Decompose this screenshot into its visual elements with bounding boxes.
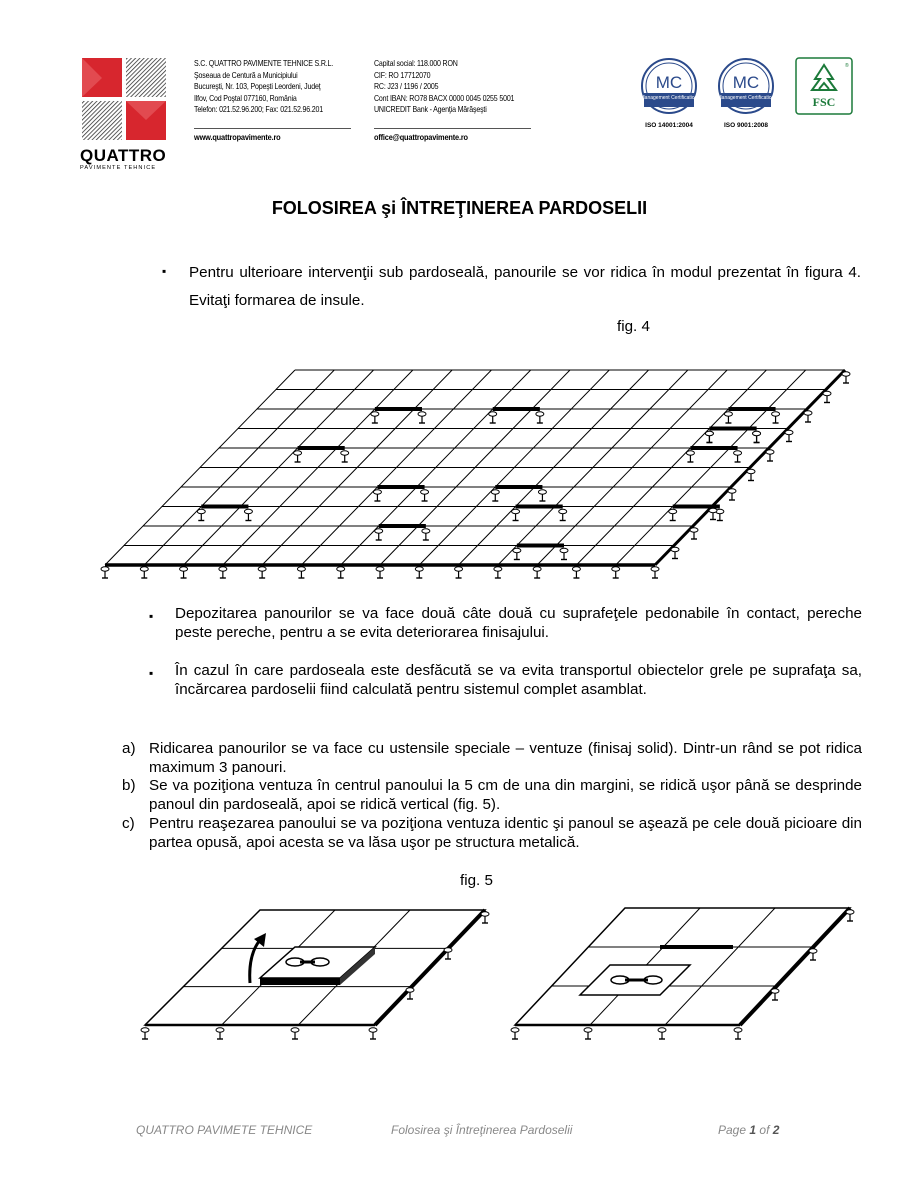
pedestal-head-icon — [747, 469, 755, 473]
pedestal-head-icon — [455, 567, 463, 571]
bullet-text: Depozitarea panourilor se va face două câte două cu suprafeţele pedonabile în contact, pereche peste pereche, pentru a se evita deteriorarea finisajului. — [175, 605, 862, 641]
legal-line: Cont IBAN: RO78 BACX 0000 0045 0255 5001 — [374, 93, 515, 103]
pedestal-head-icon — [533, 567, 541, 571]
pedestal-head-icon — [538, 490, 546, 494]
pedestal-head-icon — [101, 567, 109, 571]
figure-4-floor-diagram — [95, 362, 855, 588]
mc-certification-icon — [638, 57, 700, 117]
step-text: Se va poziţiona ventuza în centrul panoului la 5 cm de una din margini, se ridică uşor până se desprinde panoul din pardoseală, apoi se ridică vertical (fig. 5). — [149, 777, 862, 813]
pedestal-head-icon — [444, 948, 452, 952]
pedestal-head-icon — [823, 391, 831, 395]
pedestal-head-icon — [671, 547, 679, 551]
fsc-registered: ® — [845, 63, 849, 69]
legal-line: RC: J23 / 1196 / 2005 — [374, 82, 439, 92]
pedestal-head-icon — [376, 567, 384, 571]
pedestal-head-icon — [686, 451, 694, 455]
pedestal-head-icon — [258, 567, 266, 571]
figure-5-label: fig. 5 — [460, 872, 493, 889]
pedestal-head-icon — [418, 412, 426, 416]
pedestal-head-icon — [291, 1028, 299, 1032]
step-marker: c) — [122, 815, 135, 832]
email-link[interactable]: office@quattropavimente.ro — [374, 132, 468, 142]
pedestal-head-icon — [705, 431, 713, 435]
step-text: Ridicarea panourilor se va face cu ustensile speciale – ventuze (finisaj solid). Dintr-un rând se pot ridica maximum 3 panouri. — [149, 740, 862, 776]
step-marker: b) — [122, 777, 136, 794]
pedestal-head-icon — [658, 1028, 666, 1032]
figure-5-lift-panel-diagram — [130, 905, 490, 1065]
figure-4-label: fig. 4 — [617, 318, 650, 335]
company-logo — [80, 58, 168, 170]
company-line: Ilfov, Cod Poştal 077160, România — [194, 93, 297, 103]
pedestal-head-icon — [371, 412, 379, 416]
pedestal-head-icon — [690, 528, 698, 532]
footer-company: QUATTRO PAVIMETE TEHNICE — [136, 1123, 313, 1137]
cert-mark: MC — [732, 73, 760, 92]
cert-mark: MC — [655, 73, 683, 92]
cert-label: ISO 14001:2004 — [645, 122, 693, 129]
pedestal-head-icon — [140, 567, 148, 571]
iso-9001-badge — [715, 57, 777, 127]
fsc-tree-icon — [795, 57, 853, 115]
pedestal-head-icon — [612, 567, 620, 571]
legal-line: Capital social: 118.000 RON — [374, 59, 458, 68]
step-marker: a) — [122, 740, 136, 757]
company-address-block — [194, 58, 374, 116]
pedestal-head-icon — [846, 910, 854, 914]
pedestal-head-icon — [375, 529, 383, 533]
pedestal-head-icon — [809, 949, 817, 953]
pedestal-head-icon — [421, 490, 429, 494]
pedestal-head-icon — [494, 567, 502, 571]
pedestal-head-icon — [559, 509, 567, 513]
pedestal-head-icon — [422, 529, 430, 533]
bullet-marker: ▪ — [149, 666, 154, 680]
footer-document-title: Folosirea şi Întreţinerea Pardoselii — [391, 1123, 573, 1137]
pedestal-head-icon — [724, 412, 732, 416]
legal-line: UNICREDIT Bank - Agenţia Mărăşeşti — [374, 105, 487, 115]
pedestal-head-icon — [753, 431, 761, 435]
cert-band: Management Certification — [717, 95, 775, 101]
pedestal-head-icon — [294, 451, 302, 455]
pedestal-head-icon — [481, 912, 489, 916]
pedestal-head-icon — [709, 508, 717, 512]
header-divider — [374, 128, 531, 129]
bullet-marker: ▪ — [149, 609, 154, 623]
pedestal-head-icon — [341, 451, 349, 455]
pedestal-head-icon — [728, 489, 736, 493]
cert-label: ISO 9001:2008 — [723, 122, 769, 129]
company-line: Bucureşti, Nr. 103, Popeşti Leordeni, Judeţ — [194, 82, 321, 92]
bullet-text: Pentru ulterioare intervenţii sub pardoseală, panourile se vor ridica în modul prezentat în figura 4. Evitaţi formarea de insule. — [189, 264, 861, 309]
page-total: 2 — [772, 1123, 780, 1137]
bullet-marker: ▪ — [162, 264, 167, 278]
lifted-panel-side — [260, 978, 340, 985]
company-line: S.C. QUATTRO PAVIMENTE TEHNICE S.R.L. — [194, 59, 334, 68]
pedestal-head-icon — [415, 567, 423, 571]
legal-line: CIF: RO 17712070 — [374, 70, 431, 80]
figure-5-reseat-panel-diagram — [500, 900, 870, 1065]
pedestal-head-icon — [373, 490, 381, 494]
page-current: 1 — [749, 1123, 757, 1137]
pedestal-head-icon — [219, 567, 227, 571]
page-word: Page — [718, 1123, 747, 1137]
pedestal-head-icon — [772, 412, 780, 416]
pedestal-head-icon — [584, 1028, 592, 1032]
pedestal-head-icon — [337, 567, 345, 571]
pedestal-head-icon — [180, 567, 188, 571]
pedestal-head-icon — [489, 412, 497, 416]
fsc-badge — [795, 57, 853, 115]
logo-text: QUATTRO — [80, 146, 167, 165]
pedestal-head-icon — [572, 567, 580, 571]
page-of: of — [759, 1123, 770, 1137]
pedestal-head-icon — [513, 548, 521, 552]
pedestal-head-icon — [297, 567, 305, 571]
pedestal-head-icon — [512, 509, 520, 513]
pedestal-head-icon — [804, 411, 812, 415]
pedestal-head-icon — [141, 1028, 149, 1032]
company-legal-block — [374, 58, 554, 116]
fsc-mark: FSC — [812, 95, 836, 109]
pedestal-head-icon — [560, 548, 568, 552]
pedestal-head-icon — [771, 989, 779, 993]
pedestal-head-icon — [734, 451, 742, 455]
page-title: FOLOSIREA şi ÎNTREŢINEREA PARDOSELII — [271, 198, 648, 218]
mc-certification-icon — [715, 57, 777, 117]
cert-band: Management Certification — [640, 95, 698, 101]
pedestal-head-icon — [734, 1028, 742, 1032]
pedestal-head-icon — [491, 490, 499, 494]
pedestal-head-icon — [766, 450, 774, 454]
header-divider — [194, 128, 351, 129]
pedestal-head-icon — [651, 567, 659, 571]
pedestal-head-icon — [216, 1028, 224, 1032]
pedestal-head-icon — [511, 1028, 519, 1032]
company-line: Telefon: 021.52.96.200; Fax: 021.52.96.201 — [194, 105, 324, 115]
logo-subtitle: PAVIMENTE TEHNICE — [80, 165, 157, 171]
pedestal-head-icon — [406, 988, 414, 992]
company-line: Şoseaua de Centură a Municipiului — [194, 70, 298, 80]
pedestal-head-icon — [197, 509, 205, 513]
iso-14001-badge — [638, 57, 700, 127]
pedestal-head-icon — [369, 1028, 377, 1032]
pedestal-head-icon — [244, 509, 252, 513]
logo-mark-icon — [80, 58, 168, 140]
footer-page-number — [718, 1123, 779, 1137]
pedestal-head-icon — [669, 509, 677, 513]
pedestal-head-icon — [785, 430, 793, 434]
website-link[interactable]: www.quattropavimente.ro — [194, 132, 281, 142]
pedestal-head-icon — [842, 372, 850, 376]
step-text: Pentru reaşezarea panoului se va poziţiona ventuza identic şi panoul se aşează pe cele două picioare din partea opusă, apoi acesta se va lăsa uşor pe structura metalică. — [149, 815, 862, 851]
pedestal-head-icon — [536, 412, 544, 416]
bullet-text: În cazul în care pardoseala este desfăcută se va evita transportul obiectelor grele pe suprafaţa sa, încărcarea pardoselii fiind calculată pentru sistemul complet asamblat. — [175, 662, 862, 698]
